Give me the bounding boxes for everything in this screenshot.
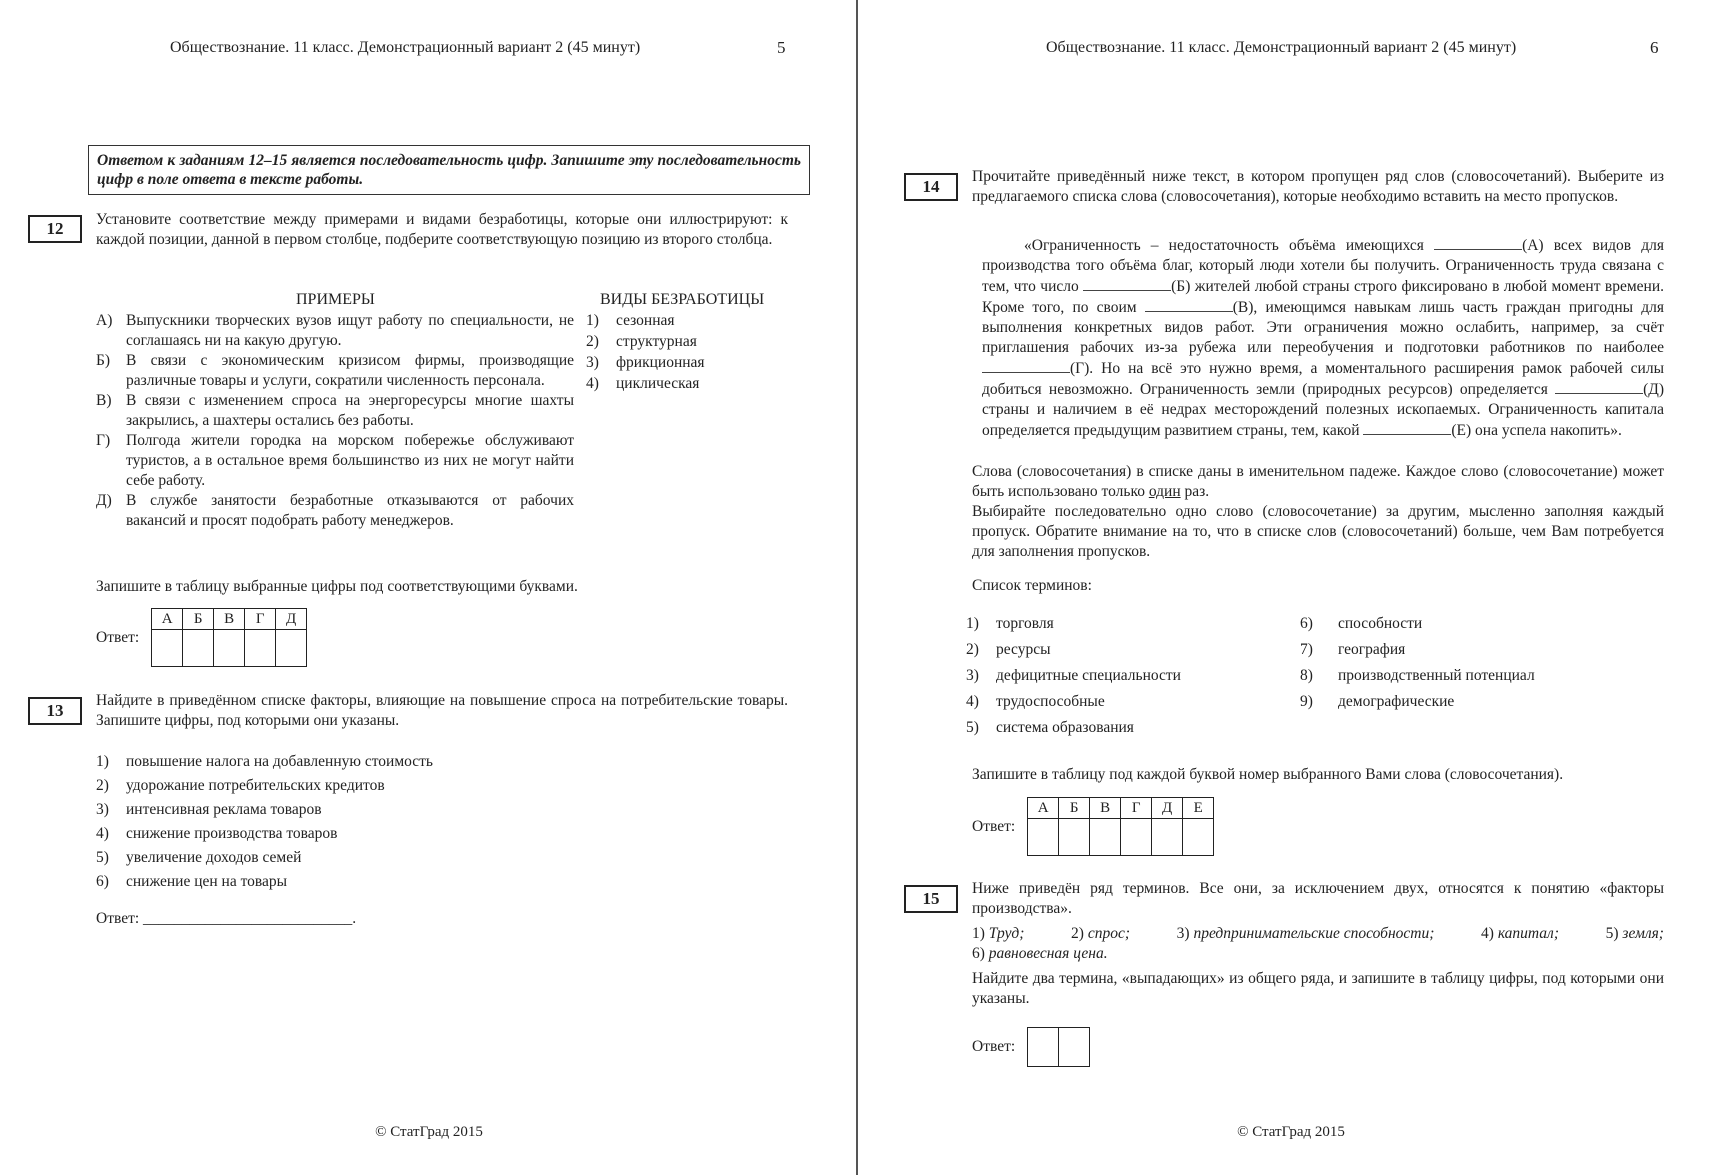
term-item: 1) торговля: [966, 615, 1054, 632]
answer-cell[interactable]: [1059, 819, 1090, 856]
answer-table-header: Б: [183, 609, 214, 630]
left-page: [0, 0, 858, 1175]
blank-a: [1434, 235, 1522, 250]
example-item: В) В связи с изменением спроса на энергоресурсы многие шахты закрылись, а шахтеры остались без работы.: [96, 392, 574, 429]
q14-terms-right: [1300, 614, 1535, 718]
term-item: 3) дефицитные специальности: [966, 667, 1181, 684]
answer-table-header: Г: [1121, 798, 1152, 819]
answer-label: Ответ:: [972, 817, 1016, 835]
page-number: 6: [1650, 38, 1659, 57]
answer-table-header: Д: [276, 609, 307, 630]
answer-line[interactable]: ___________________________.: [143, 910, 357, 927]
answer-table-header: А: [152, 609, 183, 630]
q13-item: 5) увеличение доходов семей: [96, 849, 302, 866]
answer-cell[interactable]: [214, 630, 245, 667]
answer-cell[interactable]: [245, 630, 276, 667]
q12-answer-table: [151, 608, 307, 667]
answer-table-header: Г: [245, 609, 276, 630]
example-item: Б) В связи с экономическим кризисом фирмы, производящие различные товары и услуги, сократили численность персонала.: [96, 352, 574, 389]
page-header: Обществознание. 11 класс. Демонстрационный вариант 2 (45 минут): [170, 39, 641, 56]
example-item: Г) Полгода жители городка на морском побережье обслуживают туристов, а в остальное время большинство из них не могут найти себе работу.: [96, 432, 574, 489]
term-item: 6) способности: [1300, 615, 1423, 632]
q15-task: Найдите два термина, «выпадающих» из общего ряда, и запишите в таблицу цифры, под которыми они указаны.: [972, 970, 1664, 1007]
answer-cell[interactable]: [1183, 819, 1214, 856]
blank-d: [1555, 379, 1643, 394]
q14-answer: [972, 797, 1214, 856]
term-item: 8) производственный потенциал: [1300, 667, 1535, 684]
answer-table-header: В: [214, 609, 245, 630]
q15-term: 1) Труд;: [972, 925, 1025, 942]
answer-cell[interactable]: [1028, 819, 1059, 856]
q14-terms-left: [966, 614, 1181, 744]
q13-text: Найдите в приведённом списке факторы, влияющие на повышение спроса на потребительские товары. Запишите цифры, под которыми они указаны.: [96, 692, 788, 729]
blank-g: [982, 358, 1070, 373]
page-number: 5: [777, 38, 786, 57]
q14-note2: Выбирайте последовательно одно слово (словосочетание) за другим, мысленно заполняя каждый пропуск. Обратите внимание на то, что в списке слов (словосочетаний) больше, чем Вам потребуется для заполнения пропусков.: [972, 503, 1664, 560]
q14-passage: «Ограниченность – недостаточность объёма имеющихся (А) всех видов для производства того объёма благ, который люди хотели бы получить. Ограниченность труда связана с тем, что число (Б) жителей любой страны строго фиксировано в любой момент времени. Кроме того, по своим (В), имеющимся навыкам лишь часть граждан пригодны для выполнения конкретных видов работ. Эти ограничения можно ослабить, например, за счёт приглашения рабочих из-за рубежа или переобучения и подготовки работников по наиболее (Г). Но на всё это нужно время, а моментального расширения рамок рабочей силы добиться невозможно. Ограниченность земли (природных ресурсов) определяется (Д) страны и наличием в её недрах месторождений полезных ископаемых. Ограниченность капитала определяется предыдущим развитием страны, тем, какой (Е) она успела накопить».: [982, 237, 1665, 439]
answer-cell[interactable]: [1090, 819, 1121, 856]
answer-cell[interactable]: [1121, 819, 1152, 856]
q12-text: Установите соответствие между примерами и видами безработицы, которые они иллюстрируют: к каждой позиции, данной в первом столбце, подберите соответствующую позицию из второго столбца.: [96, 211, 788, 248]
q15-answer-table: [1027, 1027, 1090, 1067]
page-header: Обществознание. 11 класс. Демонстрационный вариант 2 (45 минут): [1046, 39, 1517, 56]
q13-item: 4) снижение производства товаров: [96, 825, 338, 842]
question-number-13: 13: [28, 697, 82, 725]
blank-b: [1083, 276, 1171, 291]
q12-col1-title: ПРИМЕРЫ: [296, 291, 375, 308]
q12-answer: [96, 608, 307, 667]
answer-table-header: Е: [1183, 798, 1214, 819]
page-footer: © СтатГрад 2015: [375, 1124, 483, 1140]
page-footer: © СтатГрад 2015: [1237, 1124, 1345, 1140]
type-item: 4) циклическая: [586, 375, 700, 392]
q15-intro: Ниже приведён ряд терминов. Все они, за исключением двух, относятся к понятию «факторы производства».: [972, 880, 1664, 917]
answer-cell[interactable]: [1152, 819, 1183, 856]
q12-col2-title: ВИДЫ БЕЗРАБОТИЦЫ: [600, 291, 765, 308]
question-number-14: 14: [904, 173, 958, 201]
q14-intro: Прочитайте приведённый ниже текст, в котором пропущен ряд слов (словосочетаний). Выберите из предлагаемого списка слова (словосочетания), которые необходимо вставить на место пропусков.: [972, 168, 1664, 205]
answer-cell[interactable]: [276, 630, 307, 667]
q15-answer: [972, 1027, 1090, 1067]
blank-e: [1363, 420, 1451, 435]
answer-cell[interactable]: [152, 630, 183, 667]
answer-cell[interactable]: [1028, 1028, 1059, 1067]
type-item: 3) фрикционная: [586, 354, 705, 371]
q13-items: [96, 752, 433, 896]
blank-v: [1145, 297, 1233, 312]
right-page: [862, 0, 1720, 1175]
q13-item: 6) снижение цен на товары: [96, 873, 288, 890]
page-divider: [856, 0, 858, 1175]
q15-term: 3) предпринимательские способности;: [1176, 925, 1435, 942]
q13-answer: [96, 909, 356, 929]
q12-examples: [96, 311, 574, 531]
term-item: 2) ресурсы: [966, 641, 1051, 658]
q13-item: 1) повышение налога на добавленную стоимость: [96, 753, 433, 770]
example-item: Д) В службе занятости безработные отказываются от рабочих вакансий и просят подобрать работу менеджеров.: [96, 492, 574, 529]
q14-table-instruction: Запишите в таблицу под каждой буквой номер выбранного Вами слова (словосочетания).: [972, 766, 1564, 783]
answer-table-header: Д: [1152, 798, 1183, 819]
q12-types: [586, 311, 705, 395]
term-item: 5) система образования: [966, 719, 1134, 736]
answer-table-header: А: [1028, 798, 1059, 819]
answer-label: Ответ:: [96, 910, 140, 927]
question-number-12: 12: [28, 215, 82, 243]
q15-term: 2) спрос;: [1071, 925, 1131, 942]
answer-table-header: В: [1090, 798, 1121, 819]
term-item: 7) география: [1300, 641, 1406, 658]
answer-cell[interactable]: [183, 630, 214, 667]
q13-item: 3) интенсивная реклама товаров: [96, 801, 322, 818]
instruction-box: Ответом к заданиям 12–15 является последовательность цифр. Запишите эту последовательность цифр в поле ответа в тексте работы.: [88, 145, 810, 195]
answer-cell[interactable]: [1059, 1028, 1090, 1067]
question-number-15: 15: [904, 885, 958, 913]
q15-term: 4) капитал;: [1481, 925, 1559, 942]
q15-term: 6) равновесная цена.: [972, 945, 1108, 962]
q14-terms-title: Список терминов:: [972, 577, 1092, 594]
q15-term: 5) земля;: [1605, 925, 1664, 942]
q13-item: 2) удорожание потребительских кредитов: [96, 777, 385, 794]
term-item: 4) трудоспособные: [966, 693, 1105, 710]
term-item: 9) демографические: [1300, 693, 1455, 710]
answer-table-header: Б: [1059, 798, 1090, 819]
type-item: 2) структурная: [586, 333, 697, 350]
answer-label: Ответ:: [972, 1038, 1016, 1055]
q12-table-instruction: Запишите в таблицу выбранные цифры под соответствующими буквами.: [96, 578, 578, 595]
example-item: А) Выпускники творческих вузов ищут работу по специальности, не соглашаясь ни на какую другую.: [96, 312, 574, 349]
q14-answer-table: [1027, 797, 1214, 856]
q15-terms: [972, 924, 1664, 964]
answer-label: Ответ:: [96, 628, 140, 646]
q14-note1: Слова (словосочетания) в списке даны в именительном падеже. Каждое слово (словосочетание) может быть использовано только один раз.: [972, 463, 1664, 500]
type-item: 1) сезонная: [586, 312, 675, 329]
